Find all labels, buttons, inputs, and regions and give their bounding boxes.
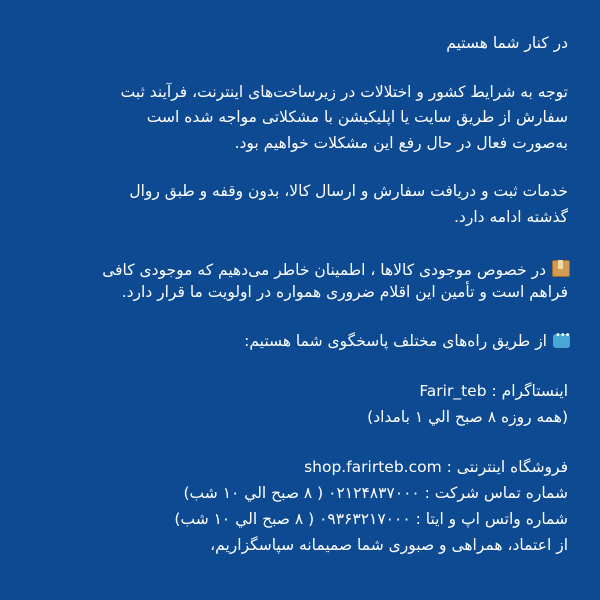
instagram-hours: (همه روزه ۸ صبح الي ۱ بامداد) [367, 408, 568, 426]
whatsapp-line: شماره واتس اپ و ایتا : ۰۹۳۶۳۲۱۷۰۰۰ ( ۸ صبح الي ۱۰ شب) [174, 510, 568, 528]
paragraph2-line1: خدمات ثبت و دریافت سفارش و ارسال کالا، بدون وقفه و طبق روال [129, 182, 568, 200]
paragraph3-line2: فراهم است و تأمین این اقلام ضروری همواره در اولویت ما قرار دارد. [121, 283, 568, 301]
paragraph2-line2: گذشته ادامه دارد. [454, 208, 568, 226]
closing-line: از اعتماد، همراهی و صبوری شما صمیمانه سپاسگزاریم، [210, 536, 568, 554]
speech-bubble-icon [553, 334, 570, 348]
contact-heading [244, 334, 570, 350]
paragraph3-line1-text: در خصوص موجودی کالاها ، اطمینان خاطر می‌دهیم که موجودی کافی [102, 261, 546, 279]
store-line: فروشگاه اینترنتی : shop.farirteb.com [304, 458, 568, 476]
instagram-line: اینستاگرام : Farir_teb [419, 382, 568, 400]
paragraph1-line1: توجه به شرایط کشور و اختلالات در زیرساخت‌های اینترنت، فرآیند ثبت [120, 83, 568, 101]
paragraph3-line1 [102, 260, 570, 279]
contact-heading-text: از طریق راه‌های مختلف پاسخگوی شما هستیم: [244, 332, 547, 350]
paragraph1-line2: سفارش از طریق سایت یا اپلیکیشن با مشکلاتی مواجه شده است [146, 108, 568, 126]
company-phone-line: شماره تماس شرکت : ۰۲۱۲۴۸۳۷۰۰۰ ( ۸ صبح الي ۱۰ شب) [183, 484, 568, 502]
paragraph1-line3: به‌صورت فعال در حال رفع این مشکلات خواهیم بود. [234, 134, 568, 152]
package-icon [552, 260, 570, 277]
intro-line: در کنار شما هستیم [446, 34, 568, 52]
